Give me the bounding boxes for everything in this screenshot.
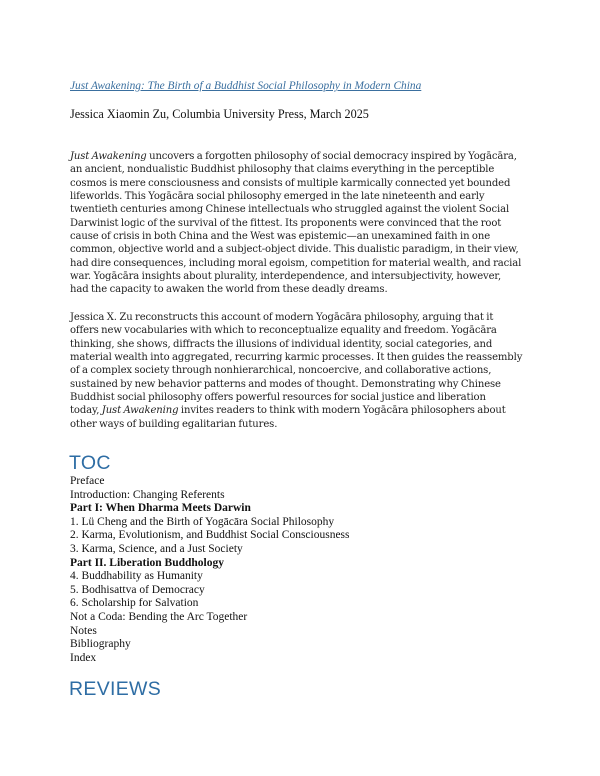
- paragraph-2-line: of a complex society through nonhierarchical, noncoercive, and collaborative actions,: [70, 365, 492, 377]
- toc-entry: 3. Karma, Science, and a Just Society: [70, 542, 243, 555]
- toc-entry: Introduction: Changing Referents: [70, 488, 225, 501]
- paragraph-2-line: thinking, she shows, diffracts the illusions of individual identity, social categories, and: [70, 338, 493, 350]
- paragraph-1-line: cosmos is mere consciousness and consists of multiple karmically connected yet bounded: [70, 177, 511, 189]
- toc-entry: Notes: [70, 624, 97, 637]
- paragraph-1-line: twentieth centuries among Chinese intellectuals who struggled against the violent Social: [70, 204, 510, 216]
- paragraph-1-line: had the capacity to awaken the world from these deadly dreams.: [70, 284, 388, 296]
- paragraph-2-line: material wealth into aggregated, recurring karmic processes. It then guides the reassembly: [70, 352, 523, 364]
- paragraph-2-line: today, Just Awakening invites readers to think with modern Yogācāra philosophers about: [70, 405, 506, 417]
- toc-entry: Index: [70, 651, 97, 664]
- toc-list: [70, 475, 350, 665]
- toc-entry: 2. Karma, Evolutionism, and Buddhist Social Consciousness: [70, 529, 350, 542]
- paragraph-2-line: other ways of building egalitarian futures.: [70, 418, 278, 430]
- toc-heading: TOC: [69, 452, 111, 474]
- paragraph-2-line: Buddhist social philosophy offers powerful resources for social justice and liberation: [70, 392, 486, 404]
- toc-entry: 4. Buddhability as Humanity: [70, 570, 203, 583]
- toc-entry: Preface: [70, 475, 105, 487]
- book-title-italic: Just Awakening: [70, 151, 147, 162]
- book-title-link[interactable]: Just Awakening: The Birth of a Buddhist Social Philosophy in Modern China: [70, 80, 422, 92]
- paragraph-1-line: had dire consequences, including moral egoism, competition for material wealth, and racial: [70, 257, 522, 269]
- toc-part-heading: Part II. Liberation Buddhology: [70, 556, 224, 569]
- paragraph-1-line: common, objective world and a subject-object divide. This dualistic paradigm, in their view,: [70, 244, 519, 256]
- toc-entry: Bibliography: [70, 638, 131, 651]
- paragraph-2-line: sustained by new behavior patterns and modes of thought. Demonstrating why Chinese: [70, 378, 501, 390]
- paragraph-1-line: war. Yogācāra insights about plurality, interdependence, and intersubjectivity, however,: [70, 271, 502, 283]
- toc-entry: 6. Scholarship for Salvation: [70, 597, 199, 610]
- toc-entry: 5. Bodhisattva of Democracy: [70, 583, 205, 596]
- paragraph-1-line: cause of crisis in both China and the West was epistemic—an unexamined faith in one: [70, 231, 491, 243]
- paragraph-1-line: lifeworlds. This Yogācāra social philosophy emerged in the late nineteenth and early: [70, 191, 485, 203]
- paragraph-1-line: Darwinist logic of the survival of the fittest. Its proponents were convinced that the root: [70, 217, 502, 229]
- toc-part-heading: Part I: When Dharma Meets Darwin: [70, 502, 251, 515]
- paragraph-1-line-1: Just Awakening uncovers a forgotten philosophy of social democracy inspired by Yogācāra,: [70, 151, 517, 162]
- description-paragraph-1: [70, 150, 560, 297]
- toc-entry: 1. Lü Cheng and the Birth of Yogācāra Social Philosophy: [70, 515, 335, 528]
- paragraph-2-line: Jessica X. Zu reconstructs this account of modern Yogācāra philosophy, arguing that it: [70, 312, 494, 323]
- paragraph-1-line: an ancient, nondualistic Buddhist philosophy that claims everything in the perceptible: [70, 164, 495, 176]
- paragraph-2-line: offers new vocabularies with which to reconceptualize equality and freedom. Yogācāra: [70, 325, 497, 337]
- reviews-heading: REVIEWS: [69, 678, 162, 700]
- book-title-italic: Just Awakening: [101, 405, 179, 417]
- description-paragraph-2: [70, 311, 560, 431]
- author-publisher-line: Jessica Xiaomin Zu, Columbia University Press, March 2025: [70, 107, 369, 121]
- toc-entry: Not a Coda: Bending the Arc Together: [70, 610, 248, 623]
